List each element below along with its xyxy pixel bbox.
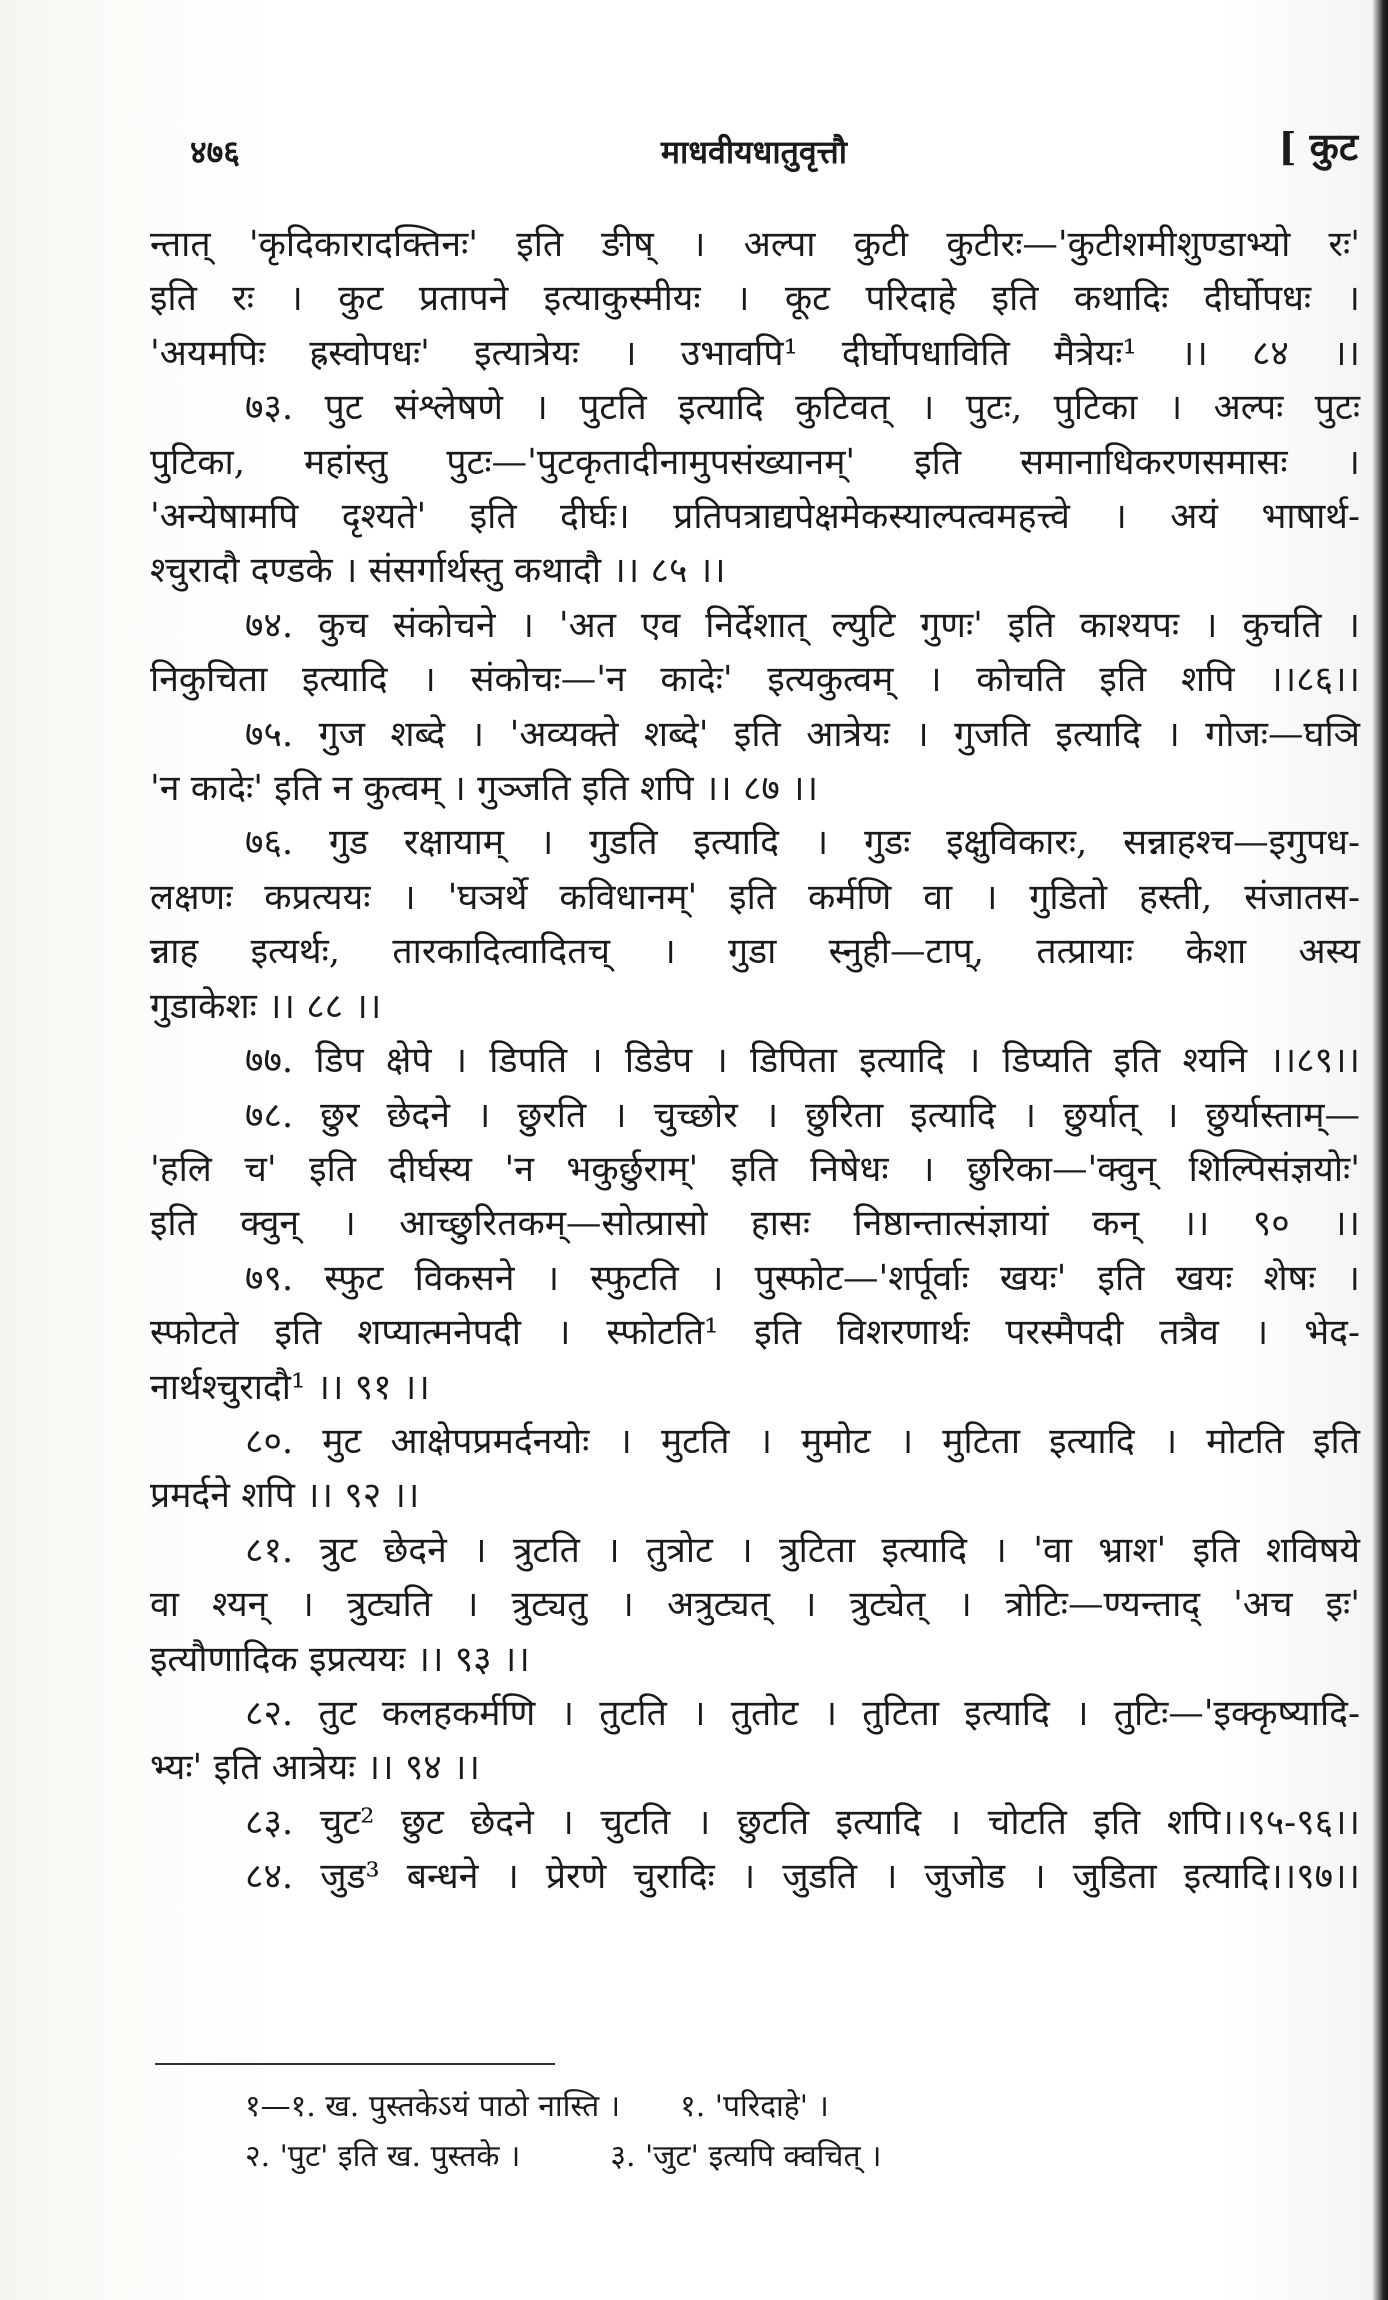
text-line: प्रमर्दने शपि ।। ९२ ।। xyxy=(150,1475,420,1517)
text-line: ८४. जुड³ बन्धने । प्रेरणे चुरादिः । जुडति । जुजोड । जुडिता इत्यादि।।९७।। xyxy=(245,1856,1360,1898)
footnote: २. 'पुट' इति ख. पुस्तके । xyxy=(245,2139,521,2174)
text-line: ८२. तुट कलहकर्मणि । तुटति । तुतोट । तुटिता इत्यादि । तुटिः—'इक्कृष्यादि- xyxy=(245,1692,1360,1734)
text-line: पुटिका, महांस्तु पुटः—'पुटकृतादीनामुपसंख्यानम्' इति समानाधिकरणसमासः । xyxy=(150,441,1360,483)
text-line: इति क्वुन् । आच्छुरितकम्—सोत्प्रासो हासः निष्ठान्तात्संज्ञायां कन् ।। ९० ।। xyxy=(150,1203,1360,1245)
footnote: ३. 'जुट' इत्यपि क्वचित् । xyxy=(610,2139,882,2174)
text-line: ७९. स्फुट विकसने । स्फुटति । पुस्फोट—'शर्पूर्वाः खयः' इति खयः शेषः । xyxy=(245,1257,1360,1299)
text-line: नार्थश्चुरादौ¹ ।। ९१ ।। xyxy=(150,1366,430,1408)
footnote-divider xyxy=(155,2063,555,2065)
text-line: ७८. छुर छेदने । छुरति । चुच्छोर । छुरिता इत्यादि । छुर्यात् । छुर्यास्ताम्— xyxy=(245,1094,1360,1136)
footnote-line xyxy=(245,2132,1305,2182)
footnotes xyxy=(245,2082,1305,2182)
page-number: ४७६ xyxy=(190,133,240,171)
text-line: ७७. डिप क्षेपे । डिपति । डिडेप । डिपिता इत्यादि । डिप्यति इति श्यनि ।।८९।। xyxy=(245,1040,1360,1082)
text-line: 'अन्येषामपि दृश्यते' इति दीर्घः। प्रतिपत्राद्यपेक्षमेकस्याल्पत्वमहत्त्वे । अयं भाषार्थ- xyxy=(150,496,1360,538)
text-line: ७५. गुज शब्दे । 'अव्यक्ते शब्दे' इति आत्रेयः । गुजति इत्यादि । गोजः—घञि xyxy=(245,713,1360,755)
text-line: 'अयमपिः ह्रस्वोपधः' इत्यात्रेयः । उभावपि¹ दीर्घोपधाविति मैत्रेयः¹ ।। ८४ ।। xyxy=(150,332,1360,374)
footnote-line xyxy=(245,2082,1305,2132)
text-line: लक्षणः कप्रत्ययः । 'घञर्थे कविधानम्' इति कर्मणि वा । गुडितो हस्ती, संजातस- xyxy=(150,876,1360,918)
text-line: गुडाकेशः ।। ८८ ।। xyxy=(150,985,382,1027)
section-marker: [ कुट xyxy=(1278,124,1358,169)
main-text xyxy=(150,218,1360,1905)
text-line: 'हलि च' इति दीर्घस्य 'न भकुर्छुराम्' इति निषेधः । छुरिका—'क्वुन् शिल्पिसंज्ञयोः' xyxy=(150,1148,1360,1190)
text-line: न्तात् 'कृदिकारादक्तिनः' इति ङीष् । अल्पा कुटी कुटीरः—'कुटीशमीशुण्डाभ्यो रः' xyxy=(150,224,1360,265)
text-line: इति रः । कुट प्रतापने इत्याकुस्मीयः । कूट परिदाहे इति कथादिः दीर्घोपधः । xyxy=(150,278,1360,320)
page-edge-shadow xyxy=(1372,0,1388,2300)
text-line: वा श्यन् । त्रुट्यति । त्रुट्यतु । अत्रुट्यत् । त्रुट्येत् । त्रोटिः—ण्यन्ताद् 'अच इः' xyxy=(150,1584,1360,1626)
footnote: १. 'परिदाहे' । xyxy=(680,2089,829,2124)
text-line: श्चुरादौ दण्डके । संसर्गार्थस्तु कथादौ ।। ८५ ।। xyxy=(150,550,726,592)
running-title: माधवीयधातुवृत्तौ xyxy=(660,133,848,171)
page-header xyxy=(150,120,1358,180)
text-line: ८३. चुट² छुट छेदने । चुटति । छुटति इत्यादि । चोटति इति शपि।।९५-९६।। xyxy=(245,1801,1360,1843)
text-line: ८१. त्रुट छेदने । त्रुटति । तुत्रोट । त्रुटिता इत्यादि । 'वा भ्राश' इति शविषये xyxy=(245,1529,1360,1571)
text-line: 'न कादेः' इति न कुत्वम् । गुञ्जति इति शपि ।। ८७ ।। xyxy=(150,768,819,810)
text-line: स्फोटते इति शप्यात्मनेपदी । स्फोटति¹ इति विशरणार्थः परस्मैपदी तत्रैव । भेद- xyxy=(150,1312,1360,1354)
text-line: ७३. पुट संश्लेषणे । पुटति इत्यादि कुटिवत् । पुटः, पुटिका । अल्पः पुटः xyxy=(245,387,1360,429)
footnote: १—१. ख. पुस्तकेऽयं पाठो नास्ति । xyxy=(245,2089,621,2124)
text-line: इत्यौणादिक इप्रत्ययः ।। ९३ ।। xyxy=(150,1638,530,1680)
text-line: ७६. गुड रक्षायाम् । गुडति इत्यादि । गुडः इक्षुविकारः, सन्नाहश्च—इगुपध- xyxy=(245,822,1360,864)
text-line: ७४. कुच संकोचने । 'अत एव निर्देशात् ल्युटि गुणः' इति काश्यपः । कुचति । xyxy=(245,604,1360,646)
text-line: न्नाह इत्यर्थः, तारकादित्वादितच् । गुडा स्नुही—टाप्, तत्प्रायाः केशा अस्य xyxy=(150,931,1360,973)
text-line: निकुचिता इत्यादि । संकोचः—'न कादेः' इत्यकुत्वम् । कोचति इति शपि ।।८६।। xyxy=(150,659,1360,701)
text-line: ८०. मुट आक्षेपप्रमर्दनयोः । मुटति । मुमोट । मुटिता इत्यादि । मोटति इति xyxy=(245,1420,1360,1462)
text-line: भ्यः' इति आत्रेयः ।। ९४ ।। xyxy=(150,1747,480,1789)
